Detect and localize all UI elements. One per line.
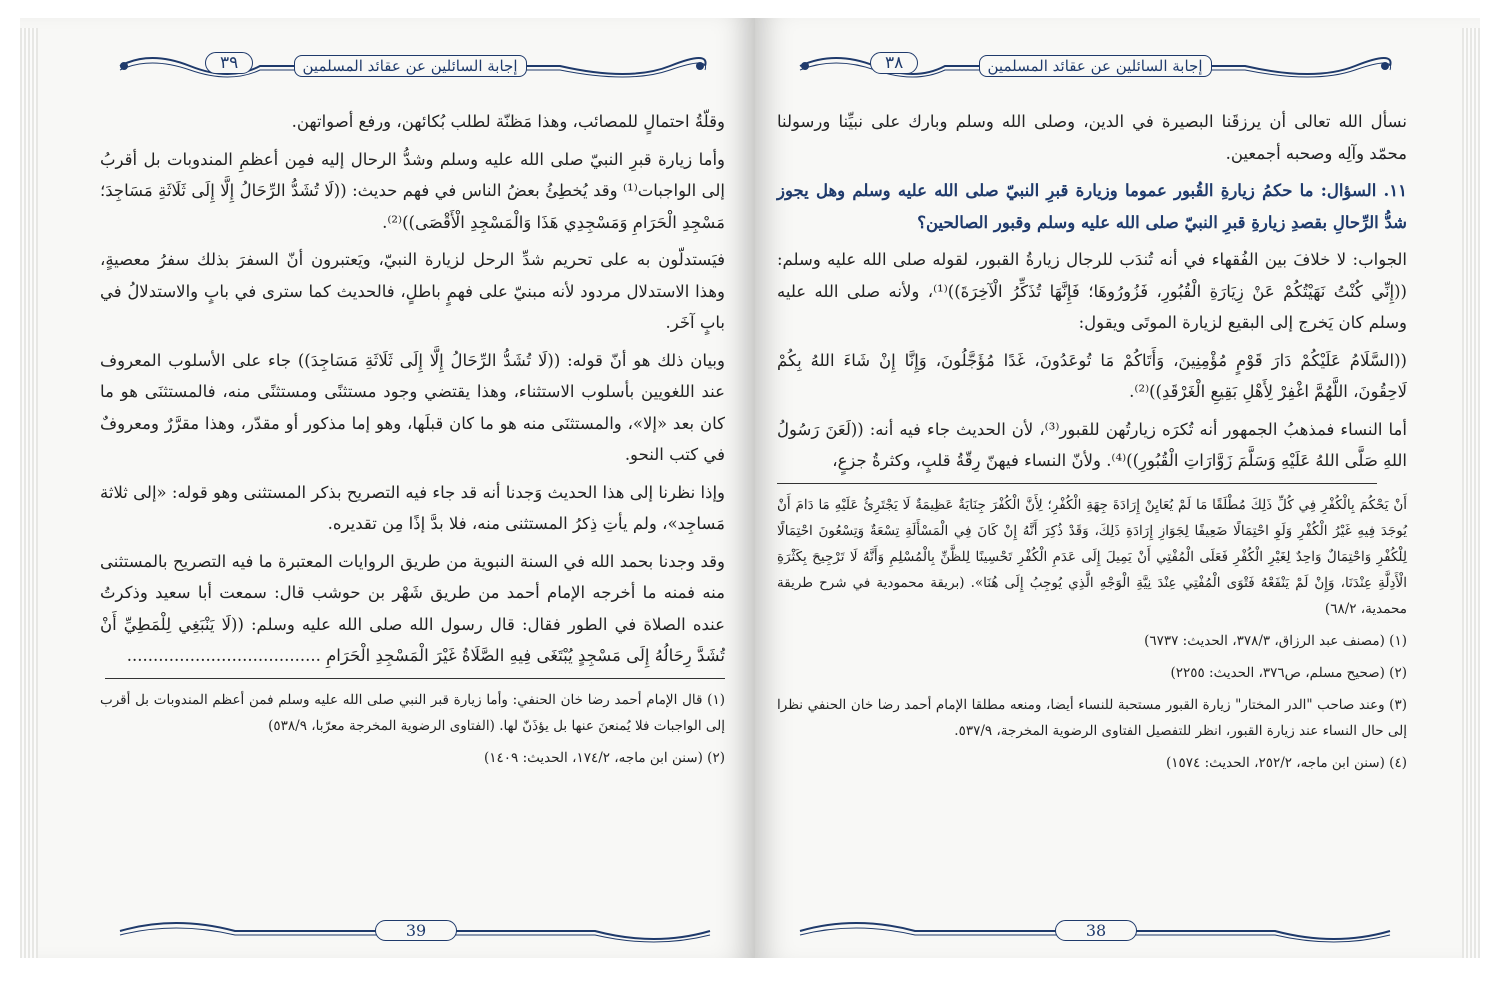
- page-body: [100, 106, 725, 777]
- footnote-divider: [777, 483, 1377, 484]
- page-number-footer: 39: [375, 920, 457, 941]
- footnote: (٢) (صحيح مسلم، ص٣٧٦، الحديث: ٢٢٥٥): [1170, 664, 1407, 681]
- page-footer: [115, 913, 715, 953]
- footnote: أَنْ يَحْكُمَ بِالْكُفْرِ فِي كُلِّ ذَلِكَ مُطْلَقًا مَا لَمْ يُعَايِنْ إِرَادَةَ جِهَةِ الْكُفْرِ؛ لِأَنَّ الْكُفْرَ جِنَايَةٌ عَظِيمَةٌ لَا يَجْتَرِئُ عَلَيْهِ مَا دَامَ أَنْ يُوجَدَ فِيهِ غَيْرُ الْكُفْرِ وَلَوِ احْتِمَالًا ضَعِيفًا لِجَوَازِ إِرَادَةِ ذَلِكَ، وَقَدْ ذُكِرَ أَنَّهُ إِنْ كَانَ فِي الْمَسْأَلَةِ تِسْعَةٌ وَتِسْعُونَ احْتِمَالًا لِلْكُفْرِ وَاحْتِمَالٌ وَاحِدٌ لِغَيْرِ الْكُفْرِ فَعَلَى الْمُفْتِي أَنْ يَمِيلَ إِلَى عَدَمِ الْكُفْرِ تَحْسِينًا لِلظَّنِّ بِالْمُسْلِمِ وَأَنَّهُ لَا تَرْجِيحَ بِكَثْرَةِ الْأَدِلَّةِ عِنْدَنَا، وَإِنْ لَمْ يَنْفَعْهُ فَتْوَى الْمُفْتِي عِنْدَ نِيَّةِ الْوَجْهِ الَّذِي يُوجِبُ إِلَى هُنَا». (بريقة محمودية في شرح طريقة محمدية، ٦٨/٢): [777, 496, 1407, 617]
- running-title: إجابة السائلين عن عقائد المسلمين: [979, 55, 1212, 77]
- page-footer: [795, 913, 1395, 953]
- footnote: (١) قال الإمام أحمد رضا خان الحنفي: وأما زيارة قبر النبي صلى الله عليه وسلم فمن أعظم المندوبات بل أقرب إلى الواجبات فلا يُمنعنَ عنها بل يؤذَنّ لها. (الفتاوى الرضوية المخرجة معرّبا، ٥٣٨/٩): [100, 691, 725, 734]
- page-edges-right: [1462, 28, 1480, 958]
- footnotes: [777, 492, 1407, 776]
- page-number-header: ٣٩: [205, 52, 253, 74]
- footnote: (٤) (سنن ابن ماجه، ٢٥٢/٢، الحديث: ١٥٧٤): [1165, 754, 1407, 771]
- paragraph: وقد وجدنا بحمد الله في السنة النبوية من طريق الروايات المعتبرة ما فيه التصريح بالمستثنى منه فمنه ما أخرجه الإمام أحمد من طريق شَهْر بن حوشب قال: سمعت أبا سعيد وذكرتُ عنده الصلاة في الطور فقال: قال رسول الله صلى الله عليه وسلم: ((لَا يَنْبَغِي لِلْمَطِيِّ أَنْ تُشَدَّ رِحَالُهُ إِلَى مَسْجِدٍ يُبْتَغَى فِيهِ الصَّلَاةُ غَيْرَ الْمَسْجِدِ الْحَرَامِ .....................................: [100, 551, 725, 665]
- footnote: (٣) وعند صاحب "الدر المختار" زيارة القبور مستحبة للنساء أيضا، ومنعه مطلقا الإمام أحمد رضا خان الحنفي نظرا إلى حال النساء عند زيارة القبور، انظر للتفصيل الفتاوى الرضوية المخرجة، ٥٣٧/٩.: [777, 696, 1407, 739]
- page-header: [110, 46, 710, 86]
- paragraph: وبيان ذلك هو أنّ قوله: ((لَا تُشَدُّ الرِّحَالُ إِلَّا إِلَى ثَلَاثَةِ مَسَاجِدَ)) جاء على الأسلوب المعروف عند اللغويين بأسلوب الاستثناء، وهذا يقتضي وجود مستثنًى ومستثنًى منه، فالمستثنَى هو ما كان بعد «إلا»، والمستثنَى منه هو ما كان قبلَها، وهو إما مذكور أو مقدّر، وهذا مقرَّرٌ ومعروفٌ في كتب النحو.: [100, 350, 725, 464]
- paragraph: وقلّةُ احتمالٍ للمصائب، وهذا مَظنّة لطلب بُكائهن، ورفع أصواتهن.: [291, 112, 725, 131]
- paragraph: فيَستدلّون به على تحريم شدِّ الرحل لزيارة النبيّ، ويَعتبرون أنّ السفرَ بذلك سفرُ معصيةٍ، وهذا الاستدلال مردود لأنه مبنيّ على فهمٍ باطلٍ، فالحديث كما سترى في بابٍ والاستدلالُ في بابٍ آخَر.: [100, 250, 725, 332]
- paragraph: وأما زيارة قبرِ النبيّ صلى الله عليه وسلم وشدُّ الرحال إليه فمِن أعظمِ المندوبات بل أقربُ إلى الواجبات⁽¹⁾ وقد يُخطِئُ بعضُ الناس في فهم حديث: ((لَا تُشَدُّ الرِّحَالُ إِلَّا إِلَى ثَلَاثَةِ مَسَاجِدَ؛ مَسْجِدِ الْحَرَامِ وَمَسْجِدِي هَذَا وَالْمَسْجِدِ الْأَقْصَى))⁽²⁾.: [100, 149, 725, 232]
- page-number-footer: 38: [1055, 920, 1137, 941]
- paragraph: ((السَّلَامُ عَلَيْكُمْ دَارَ قَوْمٍ مُؤْمِنِينَ، وَأَتَاكُمْ مَا تُوعَدُونَ، غَدًا مُؤَجَّلُونَ، وَإِنَّا إِنْ شَاءَ اللهُ بِكُمْ لَاحِقُونَ، اللَّهُمَّ اغْفِرْ لِأَهْلِ بَقِيعِ الْغَرْقَدِ))⁽²⁾.: [777, 350, 1407, 401]
- footnote-divider: [105, 678, 725, 679]
- paragraph: الجواب: لا خلافَ بين الفُقهاء في أنه تُندَب للرجال زيارةُ القبور، لقوله صلى الله عليه وسلم: ((إِنِّي كُنْتُ نَهَيْتُكُمْ عَنْ زِيَارَةِ الْقُبُورِ، فَزُورُوهَا؛ فَإِنَّهَا تُذَكِّرُ الْآخِرَةَ))⁽¹⁾، ولأنه صلى الله عليه وسلم كان يَخرج إلى البقيع لزيارة الموتَى ويقول:: [777, 250, 1407, 332]
- running-title: إجابة السائلين عن عقائد المسلمين: [294, 55, 527, 77]
- footnote: (٢) (سنن ابن ماجه، ١٧٤/٢، الحديث: ١٤٠٩): [483, 749, 725, 766]
- paragraph: أما النساء فمذهبُ الجمهور أنه تُكرَه زيارتُهن للقبور⁽³⁾، لأن الحديث جاء فيه أنه: ((لَعَنَ رَسُولُ اللهِ صَلَّى اللهُ عَلَيْهِ وَسَلَّمَ زَوَّارَاتِ الْقُبُورِ))⁽⁴⁾. ولأنّ النساء فيهنّ رِقّةُ قلبٍ، وكثرةُ جزعٍ،: [777, 419, 1407, 470]
- open-book: [20, 18, 1480, 980]
- page-38: [755, 18, 1480, 958]
- paragraph: وإذا نظرنا إلى هذا الحديث وَجدنا أنه قد جاء فيه التصريح بذكر المستثنى وهو قوله: «إلى ثلاثة مَساجِد»، ولم يأتِ ذِكرُ المستثنى منه، فلا بدَّ إذًا مِن تقديره.: [100, 482, 725, 533]
- page-header: [795, 46, 1395, 86]
- page-number-header: ٣٨: [870, 52, 918, 74]
- question-heading: ١١. السؤال: ما حكمُ زيارةِ القُبور عموما وزيارة قبرِ النبيّ صلى الله عليه وسلم وهل يجوز شدُّ الرِّحالِ بقصدِ زيارةِ قبرِ النبيّ صلى الله عليه وسلم وقبور الصالحين؟: [777, 181, 1407, 232]
- footnote: (١) (مصنف عبد الرزاق، ٣٧٨/٣، الحديث: ٦٧٣٧): [1144, 632, 1407, 649]
- page-edges-left: [20, 28, 38, 958]
- page-body: [777, 106, 1407, 782]
- page-39: [20, 18, 755, 958]
- paragraph: نسأل الله تعالى أن يرزقَنا البصيرة في الدين، وصلى الله وسلم وبارك على نبيِّنا ورسولنا محمّد وآلِه وصحبه أجمعين.: [777, 112, 1407, 163]
- footnotes: [100, 687, 725, 771]
